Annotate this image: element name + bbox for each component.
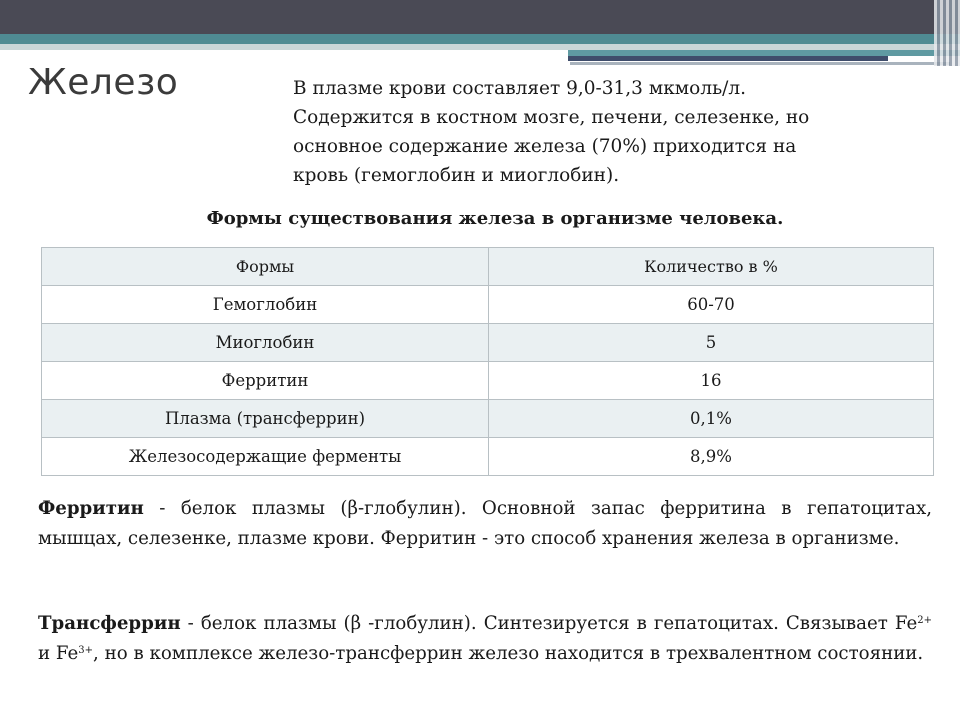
intro-line: основное содержание железа (70%) приходится на: [293, 136, 797, 157]
table-row: [42, 438, 934, 476]
transferrin-description-b: и Fe: [38, 643, 79, 664]
table-row: [42, 286, 934, 324]
transferrin-description-c: , но в комплексе железо-трансферрин железо находится в трехвалентном состоянии.: [93, 643, 924, 664]
intro-line: В плазме крови составляет 9,0-31,3 мкмоль/л.: [293, 78, 747, 99]
form-cell: Плазма (трансферрин): [42, 400, 489, 438]
ferritin-description: - белок плазмы (β-глобулин). Основной запас ферритина в гепатоцитах, мышцах, селезенке, плазме крови. Ферритин - это способ хранения железа в организме.: [38, 498, 932, 549]
header-accent-band: [0, 34, 960, 44]
header-stripes-decoration: [934, 0, 960, 66]
table-row: [42, 324, 934, 362]
intro-line: Содержится в костном мозге, печени, селезенке, но: [293, 107, 810, 128]
header-cell-amount: Количество в %: [489, 248, 934, 286]
fe2-charge: 2+: [917, 615, 932, 626]
header-cell-forms: Формы: [42, 248, 489, 286]
amount-cell: 16: [489, 362, 934, 400]
table-row: [42, 400, 934, 438]
transferrin-paragraph: [38, 609, 932, 669]
form-cell: Железосодержащие ферменты: [42, 438, 489, 476]
slide-title: Железо: [28, 62, 179, 103]
header-grey-line: [570, 62, 950, 65]
amount-cell: 60-70: [489, 286, 934, 324]
amount-cell: 8,9%: [489, 438, 934, 476]
header-navy-line: [568, 56, 888, 61]
intro-text: [293, 74, 893, 190]
intro-line: кровь (гемоглобин и миоглобин).: [293, 165, 620, 186]
fe3-charge: 3+: [78, 645, 94, 656]
form-cell: Гемоглобин: [42, 286, 489, 324]
ferritin-paragraph: [38, 494, 932, 554]
form-cell: Ферритин: [42, 362, 489, 400]
table-caption: Формы существования железа в организме человека.: [206, 208, 784, 229]
transferrin-term: Трансферрин: [38, 613, 181, 634]
form-cell: Миоглобин: [42, 324, 489, 362]
table-row: [42, 362, 934, 400]
amount-cell: 0,1%: [489, 400, 934, 438]
ferritin-term: Ферритин: [38, 498, 144, 519]
header-bar: [0, 0, 960, 34]
iron-forms-table: [41, 247, 934, 476]
transferrin-description-a: - белок плазмы (β -глобулин). Синтезируется в гепатоцитах. Связывает Fe: [180, 613, 918, 634]
table-header-row: [42, 248, 934, 286]
amount-cell: 5: [489, 324, 934, 362]
